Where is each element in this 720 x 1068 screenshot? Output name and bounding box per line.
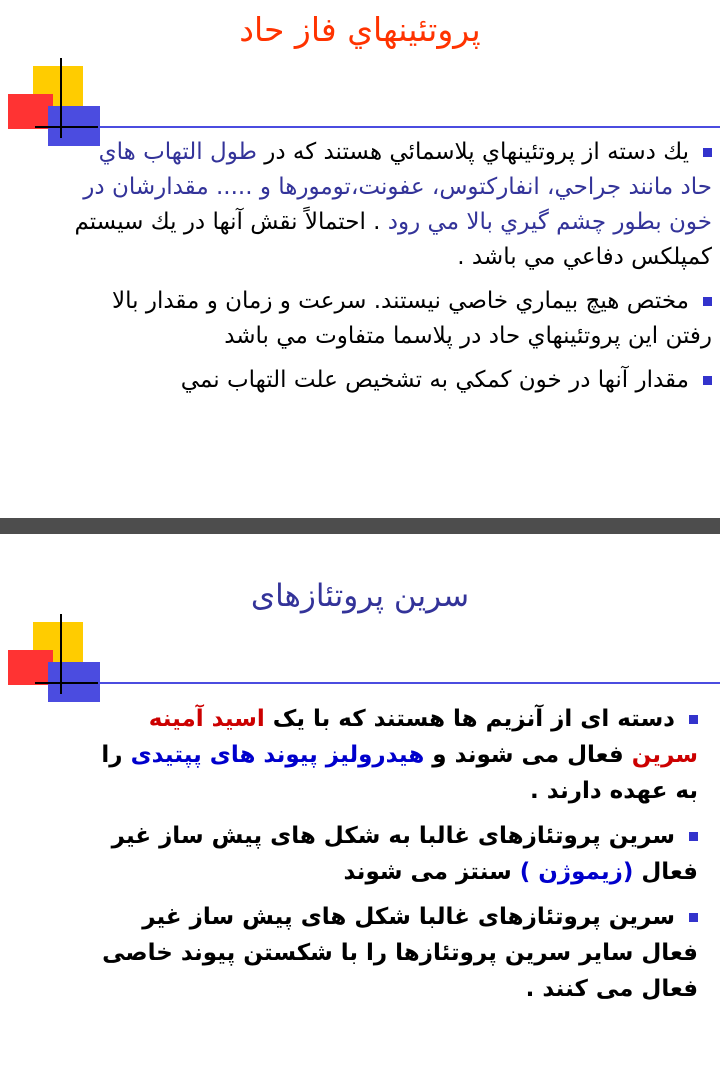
bullet-list — [62, 135, 712, 407]
square-bullet-icon — [703, 376, 712, 385]
list-item: سرين پروتئازهای غالبا شکل های پيش ساز غير فعال ساير سرين پروتئازها را با شکستن پيوند خاصی فعال می کنند . — [102, 904, 698, 1002]
logo-decoration — [0, 614, 130, 704]
square-bullet-icon — [703, 148, 712, 157]
list-item: دسته ای از آنزیم ها هستند که با یک اسید آمینه سرین فعال می شوند و هیدرولیز پیوند های پپتیدی را به عهده دارند . — [101, 706, 698, 804]
slide-acute-phase-proteins — [0, 0, 720, 518]
highlight-text: طول التهاب هاي حاد مانند جراحي، انفاركتوس، عفونت،تومورها و ..... مقدارشان در خون بطور چشم گيري بالا مي رود — [83, 139, 712, 235]
list-item: مختص هيچ بيماري خاصي نيستند. سرعت و زمان و مقدار بالا رفتن اين پروتئينهاي حاد در پلاسما متفاوت مي باشد — [112, 288, 712, 349]
square-bullet-icon — [703, 297, 712, 306]
square-bullet-icon — [689, 715, 698, 724]
list-item: يك دسته از پروتئينهاي پلاسمائي هستند كه در طول التهاب هاي حاد مانند جراحي، انفاركتوس، عفونت،تومورها و ..... مقدارشان در خون بطور چشم گيري بالا مي رود . احتمالاً نقش آنها در يك سيستم كمپلكس دفاعي مي باشد . — [74, 139, 712, 270]
bullet-list — [78, 701, 698, 1016]
slide-title: پروتئينهاي فاز حاد — [239, 10, 481, 49]
square-bullet-icon — [689, 832, 698, 841]
square-bullet-icon — [689, 913, 698, 922]
highlight-text: (زيموژن ) — [519, 859, 634, 885]
list-item: سرين پروتئازهای غالبا به شکل های پيش ساز غير فعال (زيموژن ) سنتز می شوند — [111, 823, 698, 885]
slide-serine-proteases — [0, 534, 720, 1068]
slide-title: سرين پروتئازهای — [250, 578, 470, 614]
highlight-text: اسید آمینه سرین — [148, 706, 698, 768]
slide-separator — [0, 518, 720, 534]
highlight-text: هیدرولیز پیوند های پپتیدی — [130, 742, 425, 768]
list-item: مقدار آنها در خون كمكي به تشخيص علت التهاب نمي — [62, 363, 712, 398]
